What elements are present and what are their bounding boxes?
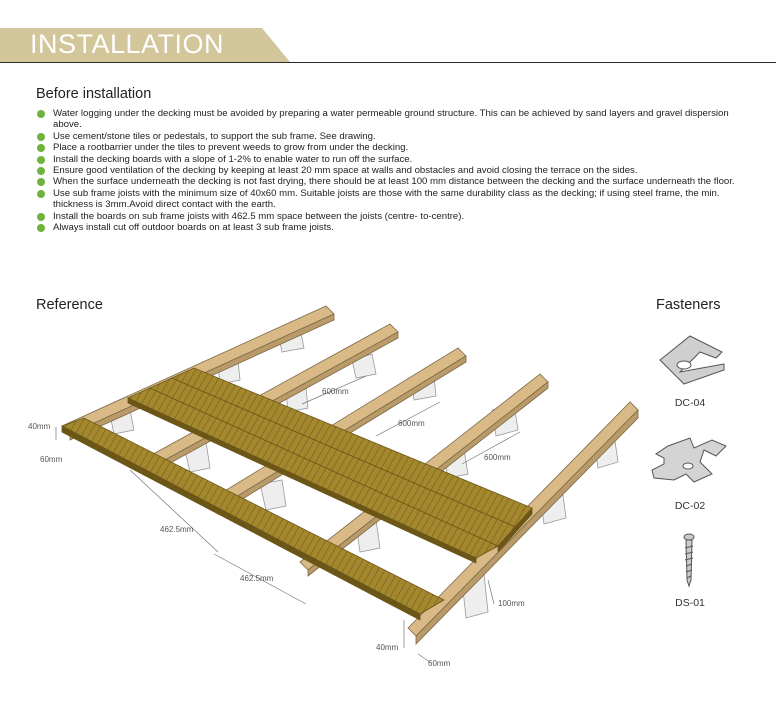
- list-item: Water logging under the decking must be avoided by preparing a water permeable ground structure. This can be achieved by sand layers and gravel dispersion above.: [36, 108, 736, 131]
- bullet-dot-icon: [37, 213, 45, 221]
- list-item: Ensure good ventilation of the decking by keeping at least 20 mm space at walls and obstacles and avoid closing the terrace on the sides.: [36, 165, 736, 176]
- dim-clearance: 100mm: [498, 599, 525, 608]
- list-item: Always install cut off outdoor boards on at least 3 sub frame joists.: [36, 222, 736, 233]
- bullet-dot-icon: [37, 190, 45, 198]
- dim-bottom-60: 60mm: [428, 659, 451, 668]
- dim-joist-a: 462.5mm: [160, 525, 194, 534]
- bullet-dot-icon: [37, 156, 45, 164]
- page-title: INSTALLATION: [30, 29, 225, 59]
- list-item: When the surface underneath the decking is not fast drying, there should be at least 100 mm distance between the decking and the surface underneath the floor.: [36, 176, 736, 187]
- list-item: Use sub frame joists with the minimum size of 40x60 mm. Suitable joists are those with the same durability class as the decking; if using steel frame, the min. thickness is 3mm.Avoid direct contact with the earth.: [36, 188, 736, 211]
- dim-span-a: 600mm: [322, 387, 349, 396]
- bullet-dot-icon: [37, 167, 45, 175]
- fastener-label-dc04: DC-04: [674, 397, 706, 409]
- clip-dc02-icon: [652, 438, 726, 482]
- before-installation-title: Before installation: [36, 86, 152, 102]
- header-rule: [0, 62, 776, 63]
- screw-icon: [684, 534, 694, 586]
- list-item: Install the boards on sub frame joists with 462.5 mm space between the joists (centre- to-centre).: [36, 211, 736, 222]
- bullet-dot-icon: [37, 224, 45, 232]
- list-item: Use cement/stone tiles or pedestals, to support the sub frame. See drawing.: [36, 131, 736, 142]
- bullet-dot-icon: [37, 110, 45, 118]
- dim-top-40: 40mm: [28, 422, 51, 431]
- list-item: Place a rootbarrier under the tiles to prevent weeds to grow from under the decking.: [36, 142, 736, 153]
- bullet-dot-icon: [37, 178, 45, 186]
- list-item: Install the decking boards with a slope of 1-2% to enable water to run off the surface.: [36, 154, 736, 165]
- reference-title: Reference: [36, 297, 103, 313]
- dim-span-b: 600mm: [398, 419, 425, 428]
- clip-dc04-icon: [660, 336, 724, 384]
- fastener-label-dc02: DC-02: [674, 500, 706, 512]
- installation-bullet-list: [36, 108, 736, 233]
- bullet-dot-icon: [37, 144, 45, 152]
- dim-joist-b: 462.5mm: [240, 574, 274, 583]
- bullet-dot-icon: [37, 133, 45, 141]
- dim-top-60: 60mm: [40, 455, 63, 464]
- dim-bottom-40: 40mm: [376, 643, 399, 652]
- dim-span-c: 600mm: [484, 453, 511, 462]
- fastener-label-ds01: DS-01: [675, 597, 705, 609]
- fasteners-title: Fasteners: [656, 297, 721, 313]
